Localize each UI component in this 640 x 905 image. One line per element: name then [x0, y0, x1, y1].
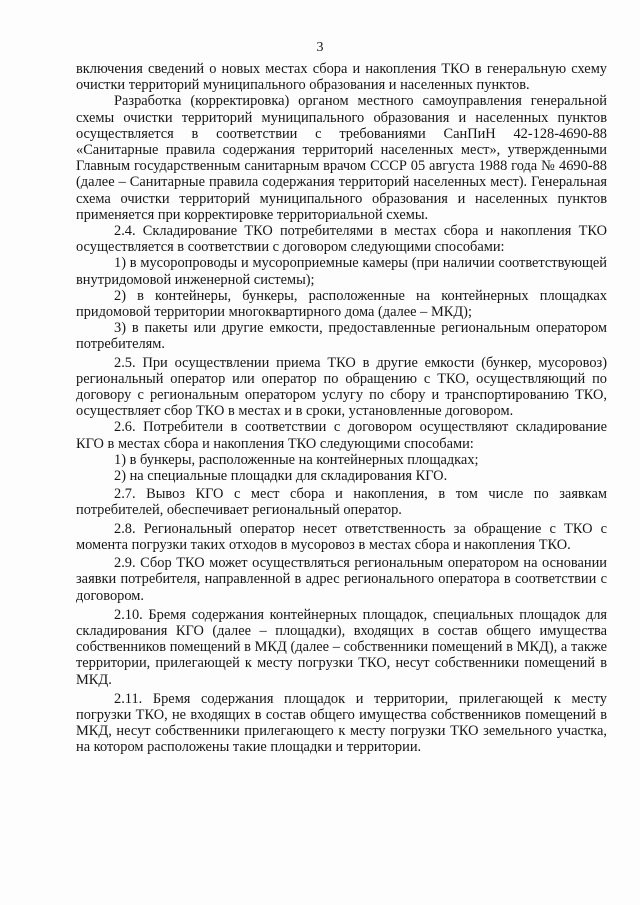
- paragraph-2-10: 2.10. Бремя содержания контейнерных площадок, специальных площадок для складирования КГО (далее – площадки), входящих в состав общего имущества собственников помещений в МКД (далее – собственники помещений в МКД), а также территории, прилегающей к месту погрузки ТКО, несут собственники помещений в МКД.: [76, 606, 607, 688]
- list-item-2-6-2: 2) на специальные площадки для складирования КГО.: [114, 468, 448, 485]
- list-item-2-6-1: 1) в бункеры, расположенные на контейнерных площадках;: [114, 451, 479, 468]
- paragraph-2-6: 2.6. Потребители в соответствии с договором осуществляют складирование КГО в местах сбора и накопления ТКО следующими способами:: [76, 419, 607, 452]
- paragraph-general-scheme: Разработка (корректировка) органом местного самоуправления генеральной схемы очистки территорий муниципального образования и населенных пунктов осуществляется в соответствии с требованиями СанПиН 42-128-4690-88 «Санитарные правила содержания территорий населенных мест», утвержденными Главным государственным санитарным врачом СССР 05 августа 1988 года № 4690-88 (далее – Санитарные правила содержания территорий населенных мест). Генеральная схема очистки территорий муниципального образования и населенных пунктов применяется при корректировке территориальной схемы.: [76, 93, 607, 223]
- list-item-2-4-2: 2) в контейнеры, бункеры, расположенные на контейнерных площадках придомовой территории многоквартирного дома (далее – МКД);: [76, 287, 607, 321]
- paragraph-2-7: 2.7. Вывоз КГО с мест сбора и накопления, в том числе по заявкам потребителей, обеспечивает региональный оператор.: [76, 486, 607, 519]
- paragraph-2-5: 2.5. При осуществлении приема ТКО в другие емкости (бункер, мусоровоз) региональный оператор или оператор по обращению с ТКО, осуществляющий по договору с региональным оператором услугу по сбору и транспортированию ТКО, осуществляет сбор ТКО в местах и в сроки, установленные договором.: [76, 354, 607, 420]
- paragraph-2-8: 2.8. Региональный оператор несет ответственность за обращение с ТКО с момента погрузки таких отходов в мусоровоз в местах сбора и накопления ТКО.: [76, 520, 607, 553]
- paragraph-2-9: 2.9. Сбор ТКО может осуществляться региональным оператором на основании заявки потребителя, направленной в адрес регионального оператора в соответствии с договором.: [76, 555, 607, 604]
- list-item-2-4-3: 3) в пакеты или другие емкости, предоставленные региональным оператором потребителям.: [76, 320, 607, 353]
- paragraph-2-11: 2.11. Бремя содержания площадок и территории, прилегающей к месту погрузки ТКО, не входящих в состав общего имущества собственников помещений в МКД, несут собственники прилегающего к месту погрузки ТКО земельного участка, на котором расположены такие площадки и территории.: [76, 690, 607, 756]
- document-body: [76, 61, 607, 756]
- page-number: 3: [316, 40, 324, 55]
- paragraph-2-4: 2.4. Складирование ТКО потребителями в местах сбора и накопления ТКО осуществляется в соответствии с договором следующими способами:: [76, 223, 607, 256]
- paragraph-continuation: включения сведений о новых местах сбора и накопления ТКО в генеральную схему очистки территорий муниципального образования и населенных пунктов.: [76, 61, 607, 94]
- list-item-2-4-1: 1) в мусоропроводы и мусороприемные камеры (при наличии соответствующей внутридомовой инженерной системы);: [76, 255, 607, 288]
